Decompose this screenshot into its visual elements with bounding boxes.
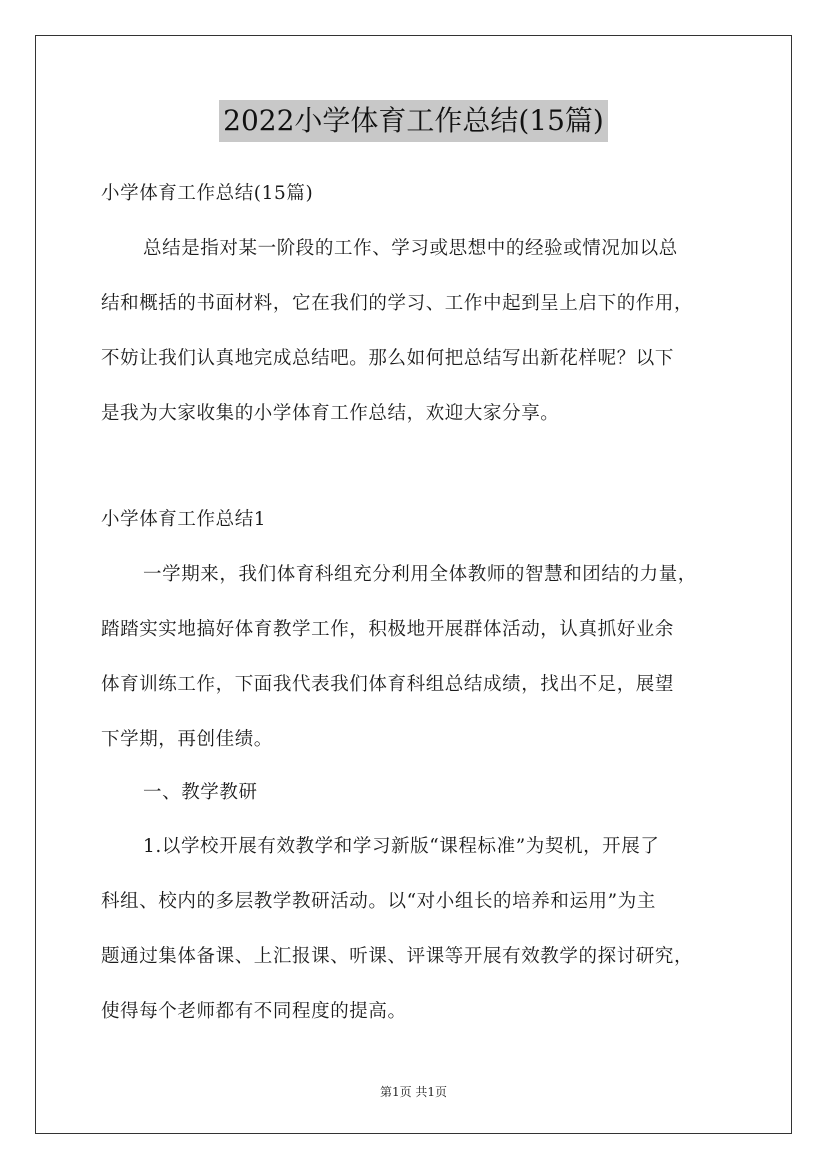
item-line: 科组、校内的多层教学教研活动。以“对小组长的培养和运用”为主 <box>101 891 656 912</box>
item-line: 1.以学校开展有效教学和学习新版“课程标准”为契机，开展了 <box>143 836 660 857</box>
section-line: 下学期，再创佳绩。 <box>101 729 273 750</box>
section-line: 体育训练工作，下面我代表我们体育科组总结成绩，找出不足，展望 <box>101 674 675 695</box>
intro-line: 总结是指对某一阶段的工作、学习或思想中的经验或情况加以总 <box>143 238 678 259</box>
section-line: 一学期来，我们体育科组充分利用全体教师的智慧和团结的力量， <box>143 564 697 585</box>
intro-line: 不妨让我们认真地完成总结吧。那么如何把总结写出新花样呢？以下 <box>101 348 675 369</box>
document-title: 2022小学体育工作总结(15篇) <box>219 100 608 142</box>
item-line: 使得每个老师都有不同程度的提高。 <box>101 1001 407 1022</box>
section-heading: 小学体育工作总结1 <box>101 509 267 530</box>
section-line: 踏踏实实地搞好体育教学工作，积极地开展群体活动，认真抓好业余 <box>101 619 675 640</box>
page-number: 第1页 共1页 <box>379 1085 448 1099</box>
intro-line: 结和概括的书面材料，它在我们的学习、工作中起到呈上启下的作用， <box>101 293 694 314</box>
title-container <box>0 100 827 142</box>
document-subtitle: 小学体育工作总结(15篇) <box>101 183 314 204</box>
item-line: 题通过集体备课、上汇报课、听课、评课等开展有效教学的探讨研究， <box>101 946 694 967</box>
intro-line: 是我为大家收集的小学体育工作总结，欢迎大家分享。 <box>101 403 560 424</box>
subheading: 一、教学教研 <box>143 782 258 803</box>
